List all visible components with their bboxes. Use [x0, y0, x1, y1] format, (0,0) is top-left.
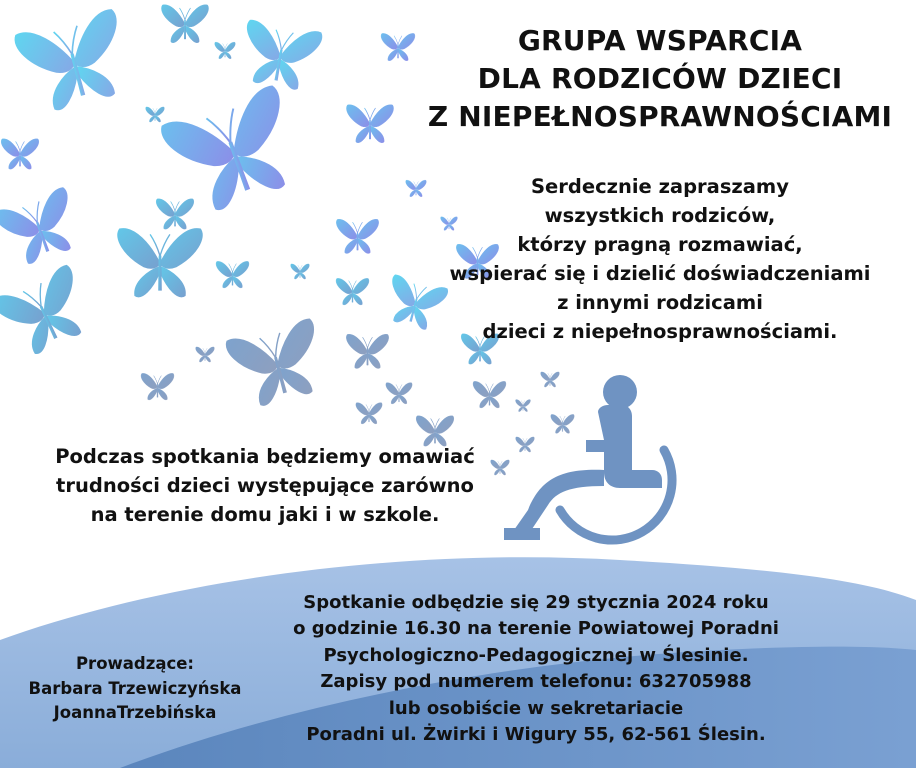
- meeting-line: o godzinie 16.30 na terenie Powiatowej Poradni: [293, 618, 779, 640]
- title-line: DLA RODZICÓW DZIECI: [477, 62, 843, 95]
- invitation-line: Serdecznie zapraszamy: [531, 175, 789, 198]
- invitation-line: z innymi rodzicami: [557, 291, 763, 314]
- leader-name: JoannaTrzebińska: [53, 703, 217, 722]
- meeting-line: Spotkanie odbędzie się 29 stycznia 2024 roku: [303, 592, 769, 613]
- invitation-text: [400, 172, 916, 346]
- invitation-line: wspierać się i dzielić doświadczeniami: [449, 262, 871, 285]
- invitation-line: dzieci z niepełnosprawnościami.: [482, 320, 838, 343]
- title-line: Z NIEPEŁNOSPRAWNOŚCIAMI: [427, 100, 893, 133]
- title-line: GRUPA WSPARCIA: [517, 24, 803, 57]
- leader-name: Barbara Trzewiczyńska: [28, 678, 242, 698]
- meeting-details: [236, 590, 836, 748]
- topics-line: trudności dzieci występujące zarówno: [56, 474, 474, 497]
- meeting-line: Zapisy pod numerem telefonu: 632705988: [320, 671, 752, 693]
- leaders-heading: Prowadzące:: [75, 654, 195, 673]
- page-title: [410, 22, 910, 136]
- topics-line: Podczas spotkania będziemy omawiać: [55, 445, 475, 468]
- invitation-line: wszystkich rodziców,: [544, 204, 776, 227]
- topics-text: [10, 442, 520, 529]
- meeting-line: Poradni ul. Żwirki i Wigury 55, 62-561 Ślesin.: [306, 724, 766, 746]
- leaders-block: [0, 652, 270, 726]
- invitation-line: którzy pragną rozmawiać,: [517, 233, 803, 256]
- topics-line: na terenie domu jaki i w szkole.: [90, 503, 440, 526]
- meeting-line: lub osobiście w sekretariacie: [388, 697, 684, 719]
- meeting-line: Psychologiczno-Pedagogicznej w Ślesinie.: [323, 644, 749, 666]
